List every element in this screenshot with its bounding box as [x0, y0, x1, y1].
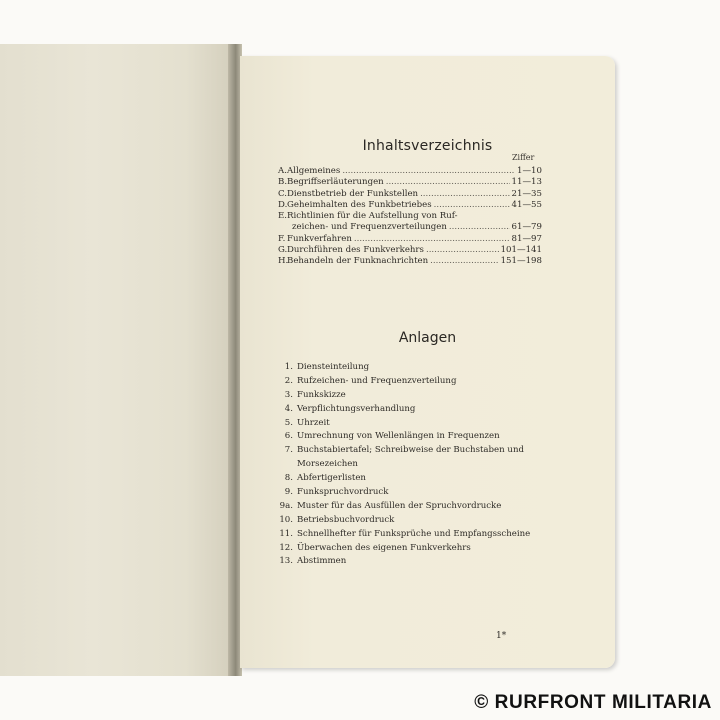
- toc-number: 81—97: [511, 233, 542, 244]
- toc-text: Dienstbetrieb der Funkstellen: [287, 188, 419, 199]
- anlagen-number: 13.: [279, 556, 293, 567]
- anlagen-item: [270, 542, 570, 556]
- toc-entry: [278, 234, 542, 245]
- anlagen-text: Uhrzeit: [297, 417, 330, 428]
- anlagen-text: Funkspruchvordruck: [297, 487, 389, 498]
- anlagen-number: 8.: [284, 473, 293, 484]
- anlagen-number: 12.: [279, 542, 293, 553]
- right-page: [240, 56, 615, 668]
- toc-number: 21—35: [511, 188, 542, 199]
- anlagen-number: 2.: [284, 375, 293, 386]
- anlagen-text: Betriebsbuchvordruck: [297, 514, 395, 525]
- page-number: 1*: [496, 631, 507, 641]
- toc-letter: C.: [278, 188, 288, 199]
- toc-entry: [278, 256, 542, 267]
- anlagen-item: [270, 361, 570, 375]
- toc-number: 11—13: [511, 177, 542, 188]
- anlagen-number: 9a.: [279, 500, 293, 511]
- anlagen-number: 3.: [284, 389, 293, 400]
- anlagen-item: [270, 417, 570, 431]
- anlagen-text: Diensteinteilung: [297, 362, 370, 372]
- toc-entry: [278, 200, 542, 211]
- anlagen-text: Buchstabiertafel; Schreibweise der Buchstaben und: [297, 445, 524, 456]
- anlagen-text: Funkskizze: [297, 389, 346, 400]
- anlagen-text: Verpflichtungsverhandlung: [297, 403, 416, 414]
- toc-number: 151—198: [500, 256, 542, 266]
- toc-number: 1—10: [517, 166, 542, 176]
- toc-text: Behandeln der Funknachrichten: [287, 256, 429, 266]
- toc-title: Inhaltsverzeichnis: [362, 138, 493, 154]
- anlagen-number: 5.: [284, 417, 293, 428]
- anlagen-text: Überwachen des eigenen Funkverkehrs: [297, 542, 471, 553]
- anlagen-text: Abfertigerlisten: [297, 473, 366, 484]
- anlagen-number: 10.: [279, 514, 293, 525]
- toc-letter: G.: [278, 244, 288, 255]
- anlagen-item: [270, 500, 570, 514]
- anlagen-text: Muster für das Ausfüllen der Spruchvordrucke: [297, 500, 502, 511]
- copyright-watermark: © RURFRONT MILITARIA: [474, 692, 712, 713]
- anlagen-title: Anlagen: [398, 330, 457, 346]
- toc-number: 61—79: [511, 222, 542, 233]
- anlagen-text: Morsezeichen: [297, 459, 358, 470]
- toc-letter: B.: [278, 177, 288, 188]
- toc-text: Funkverfahren: [287, 233, 352, 244]
- toc-text: Begriffserläuterungen: [287, 177, 384, 188]
- toc-letter: A.: [278, 166, 287, 176]
- anlagen-number: 1.: [284, 362, 293, 372]
- toc-text: Richtlinien für die Aufstellung von Ruf-: [287, 211, 458, 221]
- toc-entry: [278, 166, 542, 177]
- anlagen-text: Umrechnung von Wellenlängen in Frequenzen: [297, 431, 500, 442]
- toc-entry: [278, 177, 542, 188]
- anlagen-item: [270, 486, 570, 500]
- anlagen-text: Rufzeichen- und Frequenzverteilung: [297, 375, 457, 386]
- anlagen-number: 11.: [279, 528, 293, 539]
- anlagen-item-continuation: [270, 458, 570, 472]
- anlagen-item: [270, 555, 570, 569]
- left-page: [0, 44, 232, 676]
- anlagen-list: [270, 361, 570, 569]
- toc-letter: D.: [278, 199, 288, 210]
- toc-number: 101—141: [500, 244, 542, 255]
- anlagen-item: [270, 528, 570, 542]
- toc-entry: [278, 189, 542, 200]
- toc-text: Durchführen des Funkverkehrs: [287, 244, 424, 255]
- anlagen-text: Abstimmen: [297, 556, 347, 567]
- anlagen-number: 7.: [284, 445, 293, 456]
- toc-text: zeichen- und Frequenzverteilungen: [292, 222, 447, 233]
- toc-list: [278, 166, 542, 267]
- toc-letter: H.: [278, 256, 289, 266]
- anlagen-item: [270, 472, 570, 486]
- anlagen-text: Schnellhefter für Funksprüche und Empfangsscheine: [297, 528, 531, 539]
- ziffer-label: Ziffer: [512, 153, 535, 162]
- anlagen-number: 6.: [284, 431, 293, 442]
- toc-number: 41—55: [511, 199, 542, 210]
- toc-letter: F.: [278, 233, 286, 244]
- toc-entry: [278, 211, 542, 222]
- toc-text: Geheimhalten des Funkbetriebes: [287, 199, 432, 210]
- anlagen-item: [270, 375, 570, 389]
- anlagen-item: [270, 430, 570, 444]
- toc-letter: E.: [278, 211, 288, 221]
- toc-entry-continuation: [278, 222, 542, 233]
- toc-text: Allgemeines: [287, 166, 341, 176]
- anlagen-item: [270, 514, 570, 528]
- anlagen-item: [270, 389, 570, 403]
- anlagen-item: [270, 444, 570, 458]
- anlagen-number: 4.: [284, 403, 293, 414]
- anlagen-number: 9.: [284, 487, 293, 498]
- anlagen-item: [270, 403, 570, 417]
- toc-entry: [278, 245, 542, 256]
